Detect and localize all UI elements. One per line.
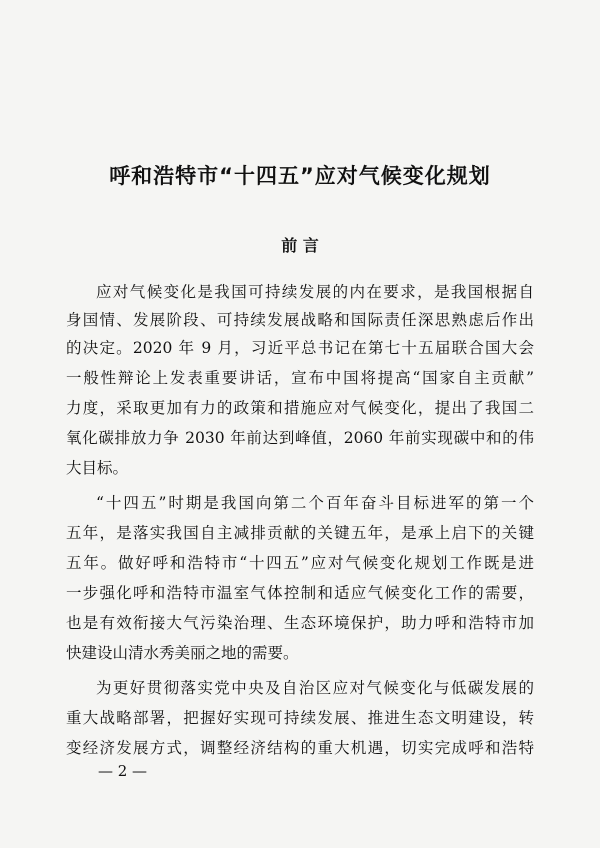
paragraph-line: 五年。做好呼和浩特市“十四五”应对气候变化规划工作既是进 (66, 554, 534, 572)
paragraph-line: “十四五”时期是我国向第二个百年奋斗目标进军的第一个 (96, 494, 534, 512)
paragraph-line: 应对气候变化是我国可持续发展的内在要求，是我国根据自 (96, 283, 534, 301)
paragraph-line: 大目标。 (66, 459, 129, 477)
paragraph-line: 氧化碳排放力争 2030 年前达到峰值，2060 年前实现碳中和的伟 (66, 429, 534, 447)
paragraph-line: 五年，是落实我国自主减排贡献的关键五年，是承上启下的关键 (66, 524, 534, 542)
page-number: — 2 — (97, 762, 148, 780)
paragraph-line: 为更好贯彻落实党中央及自治区应对气候变化与低碳发展的 (96, 679, 534, 697)
document-title: 呼和浩特市“十四五”应对气候变化规划 (109, 164, 491, 188)
paragraph-line: 变经济发展方式，调整经济结构的重大机遇，切实完成呼和浩特 (66, 739, 534, 757)
paragraph-line: 的决定。2020 年 9 月，习近平总书记在第七十五届联合国大会 (66, 339, 534, 357)
paragraph-line: 力度，采取更加有力的政策和措施应对气候变化，提出了我国二 (66, 399, 534, 417)
section-heading: 前 言 (281, 236, 319, 255)
paragraph-line: 一步强化呼和浩特市温室气体控制和适应气候变化工作的需要， (66, 584, 534, 602)
paragraph-line: 一般性辩论上发表重要讲话，宣布中国将提高“国家自主贡献” (66, 369, 534, 387)
paragraph-line: 也是有效衔接大气污染治理、生态环境保护，助力呼和浩特市加 (66, 614, 534, 632)
paragraph-line: 快建设山清水秀美丽之地的需要。 (66, 644, 299, 662)
paragraph-line: 身国情、发展阶段、可持续发展战略和国际责任深思熟虑后作出 (66, 311, 534, 329)
paragraph-line: 重大战略部署，把握好实现可持续发展、推进生态文明建设，转 (66, 709, 534, 727)
